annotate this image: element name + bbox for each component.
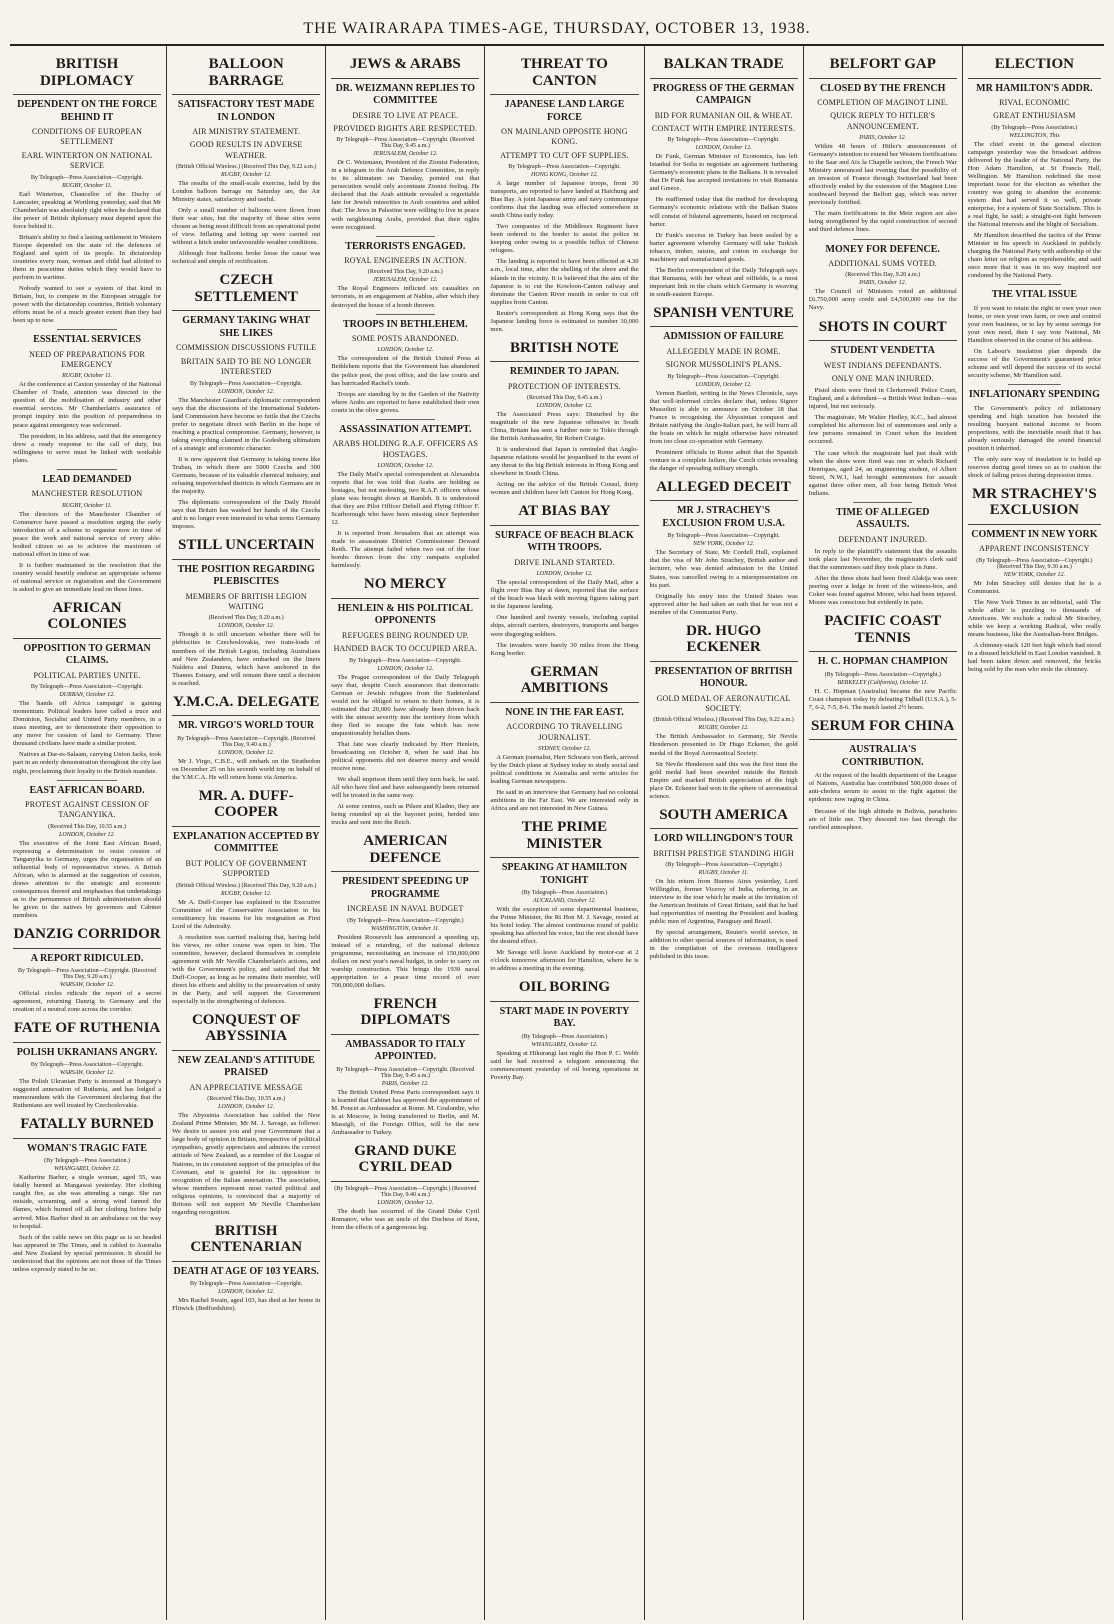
story-paragraph: It is now apparent that Germany is taking towns like Trubau, in which there are 5000 Czechs and 300 Germans, because of its valuable chemical industry, and refusing impoverished districts in which Germans are in the majority. — [172, 455, 321, 495]
story-paragraph: The Royal Engineers inflicted six casualties on terrorists, in an engagement at Nablus, after which they destroyed the house of a bomb thrower. — [331, 285, 480, 309]
story-paragraph: The Prague correspondent of the Daily Telegraph says that, despite Czech assurances that democratic German or Jewish refugees from the Sudetenland would not be obliged to return to their homes, it is estimated that 20,000 have already been driven back with the utmost severity into the territory from which they fled to escape the fate which has now unquestionably befallen them. — [331, 673, 480, 737]
story-headline: OIL BORING — [490, 979, 638, 1002]
story-subheading: QUICK REPLY TO HITLER'S ANNOUNCEMENT. — [830, 111, 936, 131]
story-paragraph: On his return from Buenos Aires yesterday, Lord Willingdon, former Viceroy of India, referring in an interview to the tour which he made at the invitation of the American Institute of Great Britain, said that he had had opportunities of meeting the President and leading public men of Argentina, Paraguay and Brazil. — [649, 878, 798, 926]
story-paragraph: One hundred and twenty vessels, including capital ships, aircraft carriers, destroyers, transports and barges were disgorging soldiers. — [490, 614, 639, 638]
story-subheading: DEATH AT AGE OF 103 YEARS. — [173, 1265, 319, 1277]
story-subheading: TIME OF ALLEGED ASSAULTS. — [835, 506, 930, 531]
story-subheading: PROTEST AGAINST CESSION OF TANGANYIKA. — [25, 800, 149, 820]
story-subheading: SURFACE OF BEACH BLACK WITH TROOPS. — [495, 529, 634, 554]
story-dateline: LONDON, October 12. — [218, 1104, 275, 1111]
story-headline: CZECH SETTLEMENT — [172, 272, 320, 311]
story-subheading: THE VITAL ISSUE — [991, 289, 1077, 301]
story-dateline: PARIS, October 12. — [859, 280, 907, 287]
story-dateline: LONDON, October 12. — [218, 1289, 275, 1296]
story-subheading: REFUGEES BEING ROUNDED UP. — [342, 630, 469, 640]
story-source: By Telegraph—Press Association—Copyright. (Received This Day, 9.20 a.m.) — [18, 968, 157, 981]
story-paragraph: The executive of the Joint East African Board, expressing a determination to resist cession of Tanganyika to Germany, urges the organisation of an influential body of representative views. A British African, who is alarmed at the suggestion of cession, draws attention to the strategic and economic consequences thereof and emphasises that undertakings as to the permanence of British administration should be given to the natives by governors and Cabinet members. — [13, 839, 162, 920]
column-6 — [804, 46, 963, 1620]
story-paragraph: The Council of Ministers voted an additional £6,750,000 army credit and £4,500,000 one for the Navy. — [808, 288, 957, 312]
story-paragraph: The directors of the Manchester Chamber of Commerce have passed a resolution urging the early introduction of a scheme to organise now in time of peace the work and national service of every able-bodied citizen so as to achieve the maximum of national effort in time of war. — [13, 510, 162, 558]
story-subheading: ASSASSINATION ATTEMPT. — [339, 423, 472, 435]
story-subheading: SATISFACTORY TEST MADE IN LONDON — [177, 99, 315, 123]
story-subheading: GOOD RESULTS IN ADVERSE WEATHER. — [189, 140, 303, 160]
story-dateline: LONDON, October 12. — [218, 388, 275, 395]
story-paragraph: At some centres, such as Pilsen and Kladno, they are being rounded up at the bayonet point, herded into trucks and sent into the Reich. — [331, 803, 480, 827]
story-subheading: POLISH UKRANIANS ANGRY. — [16, 1046, 158, 1058]
story-subheading: WOMAN'S TRAGIC FATE — [27, 1142, 148, 1154]
story-subheading: BRITAIN SAID TO BE NO LONGER INTERESTED — [180, 356, 312, 377]
story-paragraph: The chief event in the general election campaign yesterday was the broadcast address delivered by the leader of the National Party, the Hon Adam Hamilton, at St Francis Hall, Wellington. Mr Hamilton redefined the most important issue for the election as whether the country was going to abandon the economic system that had served it so well, private enterprise, for a system of State Socialism. This is a real fight, he said; a straight-out fight between the National interests and the blight of Socialism. — [967, 140, 1101, 229]
story-headline: BELFORT GAP — [809, 56, 957, 79]
story-dateline: RUGBY, October 12. — [220, 172, 272, 179]
story-paragraph: Nobody wanted to see a system of that kind in Britain, but, to compete in the European struggle for power with the dictatorship countries, British voluntary efforts must be of a much greater extent than they had been up to now. — [13, 284, 162, 325]
story-subheading: PROVIDED RIGHTS ARE RESPECTED. — [333, 123, 478, 133]
story-subheading: THE POSITION REGARDING PLEBISCITES — [177, 563, 315, 588]
story-paragraph: Speaking at Hikurangi last night the Hon P. C. Webb said he had received a telegram announcing the commencement yesterday of oil boring operations in Poverty Bay. — [490, 1049, 639, 1081]
story-dateline: WHANGAREI, October 12. — [531, 1041, 598, 1048]
story-paragraph: Britain's ability to find a lasting settlement in Western Europe depended on the state of the defences of England and spirit of its people. In dictatorship countries every man, woman and child had allotted to them in peacetime duties which they would have to perform in wartime. — [13, 233, 162, 281]
story-paragraph: The Manchester Guardian's diplomatic correspondent says that the discussions of the International Sudeten-land Commission have become so futile that the Czechs prefer to negotiate direct with Berlin in the hope of reaching a practical compromise. Germany, however, is taking everything claimed in the Godesberg ultimatum of a strategic and economic character. — [172, 396, 321, 452]
column-7 — [963, 46, 1106, 1620]
story-dateline: JERUSALEM, October 12. — [372, 151, 438, 158]
story-dateline: LONDON, October 12. — [377, 347, 434, 354]
story-subheading: INCREASE IN NAVAL BUDGET — [347, 904, 464, 914]
column-4 — [485, 46, 644, 1620]
story-headline: AFRICAN COLONIES — [13, 600, 161, 639]
story-subheading: H. C. HOPMAN CHAMPION — [817, 656, 948, 668]
story-paragraph: That fate was clearly indicated by Herr Henlein, broadcasting on October 8, when he said that his political opponents did not deserve mercy and would receive none. — [331, 740, 480, 772]
story-source: By Telegraph—Press Association—Copyright. — [667, 373, 780, 380]
story-source: By Telegraph—Press Association—Copyright. — [667, 533, 780, 540]
story-paragraph: The correspondent of the British United Press at Bethlehem reports that the Government has abandoned the police post, the post office, and the law courts and has barricaded Rachel's tomb. — [331, 355, 480, 387]
story-paragraph: The death has occurred of the Grand Duke Cyril Romanov, who was an uncle of the Duchess of Kent, from the effects of a gangrenous leg. — [331, 1207, 480, 1232]
story-subheading: ADDITIONAL SUMS VOTED. — [828, 259, 938, 269]
story-paragraph: The Associated Press says: Disturbed by the magnitude of the new Japanese offensive in South China, Britain has sent a further note to Tokio through the British Ambassador, Sir Robert Craigie. — [490, 411, 639, 443]
story-paragraph: He said in an interview that Germany had no colonial ambitions in the Far East. We are interested only in Africa and are not interested in New Guinea. — [490, 789, 639, 813]
story-paragraph: Mr John Strachey still denies that he is a Communist. — [967, 579, 1101, 595]
story-subheading: SPEAKING AT HAMILTON TONIGHT — [501, 862, 628, 886]
story-paragraph: The Secretary of State, Mr Cordell Hull, explained that the visa of Mr John Strachey, British author and lecturer, who was denied admission to the United States, was cancelled owing to a misrepresentation on his part. — [649, 549, 798, 589]
story-dateline: LONDON, October 12. — [695, 381, 752, 388]
story-headline: FRENCH DIPLOMATS — [331, 996, 479, 1035]
story-subheading: REMINDER TO JAPAN. — [509, 366, 620, 378]
story-headline: ELECTION — [968, 56, 1101, 79]
story-headline: ALLEGED DECEIT — [650, 479, 798, 502]
story-headline: FATE OF RUTHENIA — [13, 1020, 161, 1043]
story-paragraph: In reply to the plaintiff's statement that the assaults took place last November, the magistrate's clerk said that the summonses said they took place in June. — [808, 548, 957, 572]
story-paragraph: Acting on the advice of the British Consul, thirty women and children have left Canton for Hong Kong. — [490, 481, 639, 497]
story-subheading: AN APPRECIATIVE MESSAGE — [189, 1082, 303, 1092]
story-paragraph: He reaffirmed today that the method for developing Germany's economic relations with the Balkan States will consist of bilateral agreements, based on reciprocal barter. — [649, 196, 798, 228]
story-source: (By Telegraph—Press Association.) — [44, 1158, 131, 1165]
story-dateline: WELLINGTON, This — [1009, 132, 1060, 139]
story-paragraph: It is understood that Japan is reminded that Anglo-Japanese relations would be jeopardised in the event of any threat to the big British interests in Hong Kong and elsewhere in South China. — [490, 446, 639, 478]
story-source: (Received This Day, 10.55 a.m.) — [207, 1096, 286, 1103]
story-headline: SPANISH VENTURE — [650, 305, 798, 328]
story-paragraph: The invaders were barely 30 miles from the Hong Kong border. — [490, 641, 639, 657]
story-subheading: EARL WINTERTON ON NATIONAL SERVICE — [21, 150, 153, 171]
story-paragraph: At the conference at Caxton yesterday of the National Chamber of Trade, attention was directed to the question of the mobilisation of industry and other essential services. Mr Chamberlain's assurance of prompt inquiry into the position of preparedness in peace against emergency was welcomed. — [13, 381, 162, 429]
story-subheading: COMMISSION DISCUSSIONS FUTILE — [176, 343, 317, 353]
column-2 — [167, 46, 326, 1620]
story-paragraph: The only sure way of insulation is to build up reserves during good times so as to cushion the shock of falling prices during depression times. — [967, 455, 1101, 479]
story-subheading: STUDENT VENDETTA — [830, 345, 935, 356]
story-headline: THE PRIME MINISTER — [490, 819, 638, 858]
story-paragraph: H. C. Hopman (Australia) became the new Pacific Coast champion today by defeating Tidball (U.S.A.), 5-7, 6-2, 7-5, 8-6. The match lasted 2½ hours. — [808, 687, 957, 711]
story-paragraph: Prominent officials in Rome admit that the Spanish venture is a complete failure, the Czech crisis revealing the danger of spreading military strength. — [649, 448, 798, 472]
story-dateline: LONDON, October 12. — [218, 749, 275, 756]
story-subheading: CONDITIONS OF EUROPEAN SETTLEMENT — [31, 127, 143, 147]
story-source: By Telegraph—Press Association—Copyright. — [30, 1062, 144, 1069]
story-paragraph: Within 48 hours of Hitler's announcement of Germany's intention to extend her Western fortifications to the Saar and Aix la Chapelle sectors, the French War Ministry announced last evening that the possibility of an invasion of France through Switzerland had been effectively ended by the extension of the Maginot Line southward beyond the Belfort gap, which was never previously fortified. — [808, 143, 957, 207]
story-dateline: LONDON, October 12. — [695, 145, 752, 152]
story-subheading: APPARENT INCONSISTENCY — [979, 544, 1090, 554]
story-subheading: MR J. STRACHEY'S EXCLUSION FROM U.S.A. — [662, 505, 785, 529]
story-subheading: AMBASSADOR TO ITALY APPOINTED. — [345, 1038, 466, 1063]
story-subheading: HANDED BACK TO OCCUPIED AREA. — [333, 644, 478, 654]
story-subheading: ON MAINLAND OPPOSITE HONG KONG. — [501, 127, 628, 147]
story-paragraph: Sir Nevile Henderson said this was the first time the gold medal had been awarded outside the British Empire and marked British appreciation of the high place Dr. Eckener had won in the sphere of aeronautical science. — [649, 760, 798, 800]
divider — [853, 502, 912, 503]
story-subheading: OPPOSITION TO GERMAN CLAIMS. — [23, 642, 151, 667]
story-paragraph: The British United Press Paris correspondent says it is learned that Cabinet has approved the appointment of M. Poncet as Ambassador at Rome. M. Coulondre, who is at Moscow, is being transferred to Berlin, and M. Massigli, of the Foreign Office, will be the new Ambassador to Turkey. — [331, 1088, 480, 1136]
story-paragraph: The diplomatic correspondent of the Daily Herald says that Britain has washed her hands of the Czechs and is no longer even interested in what terms Germany imposes. — [172, 499, 321, 531]
story-paragraph: If you want to retain the right to own your own home, or own your own farm, or own and control your own business, or to lay by some savings for your own need, then I say vote National, Mr Hamilton observed in the course of his address. — [967, 304, 1101, 344]
story-dateline: BERKELEY (California), October 11. — [837, 679, 929, 686]
story-source: (By Telegraph—Press Association.) — [521, 890, 608, 897]
story-paragraph: Though it is still uncertain whether there will be plebiscites in Czechoslovakia, two train-loads of members of the British Legion, including Australians and New Zealanders, have embarked on the liners Naldera and Dunera, which have anchored in the Thames Estuary, and will remain there until a decision is reached. — [172, 631, 321, 687]
story-paragraph: The New York Times in an editorial, said: The whole affair is puzzling to thousands of Americans. We exclude a radical Mr Strachey, while we keep a working Radical, who really means business, like the Australian-born Bridges. — [967, 598, 1101, 638]
story-headline: NO MERCY — [331, 576, 479, 599]
story-paragraph: Dr Funk, German Minister of Economics, has left Istanbul for Sofia to negotiate an agreement furthering Germany's economic plans in the Balkans. It is revealed that Dr Funk has accepted invitations to visit Rumania and Greece. — [649, 153, 798, 193]
story-dateline: AUCKLAND, October 12. — [532, 898, 596, 905]
story-paragraph: A resolution was carried realising that, having held his views, no other course was open to him. The committee, however, declared themselves in complete agreement with Mr Neville Chamberlain's actions, and with the Government's policy, and satisfied that Mr Duff-Cooper, as long as he remains their member, will direct his efforts and ability to the preservation of unity in the Party, and will support the Government especially in the strengthening of defences. — [172, 933, 321, 1005]
story-paragraph: It is reported from Jerusalem that an attempt was made to assassinate District Commissioner Deward Reith. The attempt failed when two out of the four bombs thrown from the city ramparts exploded harmlessly. — [331, 530, 480, 570]
story-source: (British Official Wireless.) (Received This Day, 9.22 a.m.) — [653, 717, 794, 724]
story-paragraph: It is further maintained in the resolution that the country would heartily endorse an appropriate scheme of national service or registration and the Government is asked to give an immediate lead on these lines. — [13, 561, 162, 593]
story-source: (Received This Day, 9.45 a.m.) — [527, 395, 602, 402]
story-subheading: DESIRE TO LIVE AT PEACE. — [352, 110, 459, 120]
story-dateline: LONDON, October 12. — [59, 831, 116, 838]
story-paragraph: A large number of Japanese troops, from 30 transports, are reported to have landed at Haichung and Bias Bay. A joint Japanese army and navy communique confirms that the landing was effected somewhere in south China early today. — [490, 180, 639, 220]
story-dateline: RUGBY, October 11. — [62, 373, 113, 380]
story-source: (Received This Day, 9.20 a.m.) — [367, 269, 443, 276]
story-subheading: HENLEIN & HIS POLITICAL OPPONENTS — [337, 602, 473, 627]
story-headline: BRITISH CENTENARIAN — [172, 1223, 320, 1262]
story-dateline: DURBAN, October 12. — [59, 692, 115, 699]
story-paragraph: The landing is reported to have been effected at 4.30 a.m., local time, after the shelling of the shore and the islands in the vicinity. It is believed that the aim of the Japanese is to cut the Kowloon-Canton railway and dominate the Canton River mouth in order to cut off supplies from Canton. — [490, 258, 639, 306]
divider — [57, 329, 116, 330]
story-subheading: GERMANY TAKING WHAT SHE LIKES — [182, 315, 311, 339]
story-subheading: CONTACT WITH EMPIRE INTERESTS. — [651, 123, 796, 133]
story-paragraph: The president, in his address, said that the emergency drew a ready response to the call of duty, but willingness to serve must be linked with workable plans. — [13, 432, 162, 464]
story-source: By Telegraph—Press Association—Copyright. — [30, 684, 144, 691]
story-subheading: SIGNOR MUSSOLINI'S PLANS. — [665, 360, 782, 370]
story-subheading: CLOSED BY THE FRENCH — [820, 82, 946, 94]
story-paragraph: With the exception of some departmental business, the Prime Minister, the Rt Hon M. J. Savage, rested at his hotel today. The almost continuous round of public speaking has affected his voice, but the rest should have the desired effect. — [490, 906, 639, 946]
story-dateline: LONDON, October 12. — [377, 462, 434, 469]
story-paragraph: Official circles ridicule the report of a secret agreement, returning Danzig to Germany and the creation of a neutral zone across the corridor. — [13, 990, 162, 1014]
story-headline: GERMAN AMBITIONS — [490, 664, 638, 703]
story-subheading: SOME POSTS ABANDONED. — [351, 334, 459, 344]
story-paragraph: The results of the small-scale exercise, held by the London balloon barrage on Saturday are, the Air Ministry states, satisfactory and useful. — [172, 180, 321, 204]
story-paragraph: Only a small number of balloons were flown from their war sites, but the majority of these sites were chosen as being most difficult from an operational point of view. Inflating and letting up were carried out without a hitch under unfavourable weather conditions. — [172, 207, 321, 247]
story-dateline: WHANGAREI, October 12. — [54, 1166, 121, 1173]
story-source: By Telegraph—Press Association—Copyright. — [190, 380, 303, 387]
story-subheading: TERRORISTS ENGAGED. — [345, 240, 466, 252]
story-dateline: LONDON, October 12. — [377, 665, 434, 672]
story-headline: BALKAN TRADE — [650, 56, 798, 79]
story-paragraph: A chimney-stack 120 feet high which had stood in a disused brickfield in East London vanished. It had been taken down and removed, the bricks being sold by the man who stole the chimney. — [967, 641, 1101, 674]
story-source: (By Telegraph—Press Association—Copyright.) — [665, 862, 782, 869]
story-paragraph: Mr Savage will leave Auckland by motor-car at 2 o'clock tomorrow afternoon for Hamilton, where he is to address a meeting in the evening. — [490, 949, 639, 973]
story-paragraph: Although four balloons broke loose the cause was technical and simple of rectification. — [172, 250, 321, 266]
story-paragraph: Such of the cable news on this page as is so headed has appeared in The Times, and is cabled to Australia and New Zealand by special permission. It should be understood that the opinions are not those of the Times unless expressly stated to be so. — [13, 1233, 162, 1273]
story-source: (Received This Day, 9.20 a.m.) — [845, 272, 921, 279]
story-subheading: LEAD DEMANDED — [42, 473, 132, 485]
divider — [57, 780, 116, 781]
story-dateline: RUGBY, October 12. — [698, 725, 749, 732]
story-subheading: PROGRESS OF THE GERMAN CAMPAIGN — [652, 82, 795, 106]
story-subheading: DR. WEIZMANN REPLIES TO COMMITTEE — [335, 82, 476, 106]
story-dateline: LONDON, October 12. — [536, 403, 593, 410]
divider — [1008, 284, 1061, 285]
story-subheading: TROOPS IN BETHLEHEM. — [342, 318, 468, 330]
story-subheading: WEST INDIANS DEFENDANTS. — [823, 360, 942, 370]
story-headline: FATALLY BURNED — [13, 1116, 161, 1139]
story-source: By Telegraph—Press Association—Copyright. (Received This Day, 9.45 a.m.) — [336, 1066, 475, 1079]
story-headline: JEWS & ARABS — [331, 56, 479, 79]
story-source: (Received This Day, 10.55 a.m.) — [48, 823, 126, 830]
story-paragraph: We shall imprison them until they turn back, he said. All who have fled and have subsequently been returned will be treated in the same way. — [331, 775, 480, 800]
story-paragraph: The Polish Ukranian Party is incensed at Hungary's suggested annexation of Ruthenia, and has lodged a memorandum with the Government declaring that the Ruthenians are well treated by Czechoslovakia. — [13, 1078, 162, 1110]
story-headline: STILL UNCERTAIN — [172, 537, 320, 560]
story-subheading: INFLATIONARY SPENDING — [968, 389, 1100, 401]
story-dateline: RUGBY, October 11. — [62, 502, 113, 509]
story-headline: AT BIAS BAY — [490, 503, 638, 526]
story-source: (By Telegraph—Press Association.) — [991, 124, 1078, 131]
story-dateline: NEW YORK, October 12. — [692, 541, 755, 548]
story-source: (By Telegraph—Press Association—Copyright.) (Received This Day, 9.40 a.m.) — [334, 1185, 477, 1198]
story-subheading: COMMENT IN NEW YORK — [971, 528, 1098, 540]
divider — [376, 314, 435, 315]
story-paragraph: Reuter's correspondent at Hong Kong says that the Japanese landing force is estimated to number 30,000 men. — [490, 309, 639, 333]
story-headline: BRITISH NOTE — [490, 340, 638, 363]
story-paragraph: After the three shots had been fired Alakija was seen peering over a ledge in front of the witness-box, and Coker was found against Moore, who had been injured. Moore was conscious but evidently in pain. — [808, 575, 957, 607]
masthead: THE WAIRARAPA TIMES-AGE, THURSDAY, OCTOBER 13, 1938. — [10, 6, 1104, 46]
story-paragraph: The British Ambassador to Germany, Sir Nevile Henderson presented to Dr Hugo Eckener, the gold medal of the Royal Aeronautical Society. — [649, 733, 798, 757]
story-paragraph: The magistrate, Mr Walter Hedley, K.C., had almost completed his afternoon list of summonses and only a few persons remained in Court when the incident occurred. — [808, 414, 957, 446]
story-headline: BALLOON BARRAGE — [172, 56, 320, 95]
story-subheading: NEED OF PREPARATIONS FOR EMERGENCY — [29, 349, 145, 369]
story-subheading: AUSTRALIA'S CONTRIBUTION. — [841, 744, 924, 768]
story-headline: MR. A. DUFF-COOPER — [172, 788, 320, 827]
story-subheading: MEMBERS OF BRITISH LEGION WAITING — [185, 591, 307, 612]
story-subheading: DRIVE INLAND STARTED. — [514, 557, 615, 567]
story-headline: DR. HUGO ECKENER — [650, 623, 798, 662]
story-source: (Received This Day, 9.20 a.m.) — [208, 615, 284, 622]
story-subheading: A REPORT RIDICULED. — [30, 952, 144, 964]
story-dateline: PARIS, October 12. — [381, 1080, 429, 1087]
story-subheading: EXPLANATION ACCEPTED BY COMMITTEE — [172, 830, 320, 855]
story-paragraph: A German journalist, Herr Schwarz von Berk, arrived by the Dutch plane at Sydney today to study social and political conditions in Australia and write articles for leading German newspapers. — [490, 753, 639, 785]
story-subheading: ACCORDING TO TRAVELLING JOURNALIST. — [506, 722, 623, 742]
story-subheading: NONE IN THE FAR EAST. — [505, 706, 624, 718]
story-source: By Telegraph—Press Association—Copyright. — [667, 137, 780, 144]
story-dateline: LONDON, October 12. — [218, 623, 275, 630]
story-subheading: BID FOR RUMANIAN OIL & WHEAT. — [654, 110, 793, 120]
story-headline: SERUM FOR CHINA — [809, 718, 957, 741]
story-subheading: ROYAL ENGINEERS IN ACTION. — [344, 256, 467, 266]
story-headline: CONQUEST OF ABYSSINIA — [172, 1012, 320, 1051]
story-source: By Telegraph—Press Association—Copyright. (Received This Day, 9.40 a.m.) — [177, 735, 316, 748]
story-headline: AMERICAN DEFENCE — [331, 833, 479, 872]
story-subheading: ONLY ONE MAN INJURED. — [831, 373, 934, 383]
story-source: (British Official Wireless.) (Received This Day, 9.20 a.m.) — [176, 882, 317, 889]
story-paragraph: Mrs Rachel Swain, aged 103, has died at her home in Flitwick (Bedfordshire). — [172, 1297, 321, 1313]
divider — [853, 239, 912, 240]
story-dateline: RUGBY, October 11. — [698, 870, 749, 877]
story-source: (By Telegraph—Press Association.) — [521, 1033, 608, 1040]
story-paragraph: Vernon Bartlett, writing in the News Chronicle, says that well-informed circles declare that, unless Signor Mussolini is able to announce on October 18 that France is recognising the Abyssinian conquest and Britain ratifying the Anglo-Italian pact, he will burn all the boats on which he might otherwise have retreated from too close co-operation with Germany. — [649, 389, 798, 445]
divider — [376, 419, 435, 420]
story-dateline: JERUSALEM, October 12. — [372, 277, 438, 284]
story-subheading: MONEY FOR DEFENCE. — [825, 243, 940, 255]
story-source: By Telegraph—Press Association—Copyright. (Received This Day, 9.45 a.m.) — [336, 137, 475, 150]
story-subheading: AIR MINISTRY STATEMENT. — [192, 127, 301, 136]
story-paragraph: Because of the high altitude in Bolivia, parachutes are of little use. They descend too fast through the rarefied atmosphere. — [808, 807, 957, 831]
story-subheading: PROTECTION OF INTERESTS. — [507, 381, 621, 391]
story-subheading: GOLD MEDAL OF AERONAUTICAL SOCIETY. — [656, 693, 791, 714]
story-paragraph: The Berlin correspondent of the Daily Telegraph says that Rumania, with her wheat and oilfields, is a most important link in the chain which Germany is weaving in south-eastern Europe. — [649, 266, 798, 298]
story-subheading: RIVAL ECONOMIC — [999, 98, 1070, 107]
story-paragraph: Pistol shots were fired in Clerkenwell Police Court, England, and a defendant—a British West Indian—was injured, but not seriously. — [808, 387, 957, 411]
story-subheading: POLITICAL PARTIES UNITE. — [33, 670, 141, 680]
column-3 — [326, 46, 485, 1620]
story-subheading: BUT POLICY OF GOVERNMENT SUPPORTED — [185, 858, 307, 879]
story-subheading: MR. VIRGO'S WORLD TOUR — [178, 720, 315, 732]
divider — [57, 469, 116, 470]
story-subheading: DEFENDANT INJURED. — [838, 534, 928, 544]
story-subheading: START MADE IN POVERTY BAY. — [499, 1005, 630, 1030]
story-headline: Y.M.C.A. DELEGATE — [172, 694, 320, 717]
story-source: (By Telegraph—Press Association—Copyright.) (Received This Day, 9.30 a.m.) — [976, 557, 1093, 570]
story-headline: MR STRACHEY'S EXCLUSION — [968, 486, 1101, 525]
story-dateline: RUGBY, October 11. — [62, 182, 113, 189]
story-dateline: LONDON, October 12. — [377, 1199, 434, 1206]
story-dateline: SYDNEY, October 12. — [538, 745, 591, 752]
column-1 — [8, 46, 167, 1620]
divider — [1008, 384, 1061, 385]
story-paragraph: Originally his entry into the United States was approved after he had taken an oath that he was not a member of the Communist Party. — [649, 592, 798, 616]
story-dateline: WASHINGTON, October 11. — [370, 925, 440, 932]
story-paragraph: The 'hands off Africa campaign' is gaining momentum. Political leaders have called a truce and Dominion, Socialist and United Party members, in a mass meeting, are to demonstrate their opposition to any move for cession of land to Germany. Three thousand civilians have made a similar protest. — [13, 700, 162, 748]
story-headline: SHOTS IN COURT — [809, 319, 957, 342]
divider — [376, 236, 435, 237]
story-paragraph: The special correspondent of the Daily Mail, after a flight over Bias Bay at dawn, reported that the surface of the beach was black with moving figures taking part in the Japanese landing. — [490, 579, 639, 611]
columns — [8, 46, 1106, 1620]
story-subheading: ALLEGEDLY MADE IN ROME. — [666, 346, 781, 356]
story-subheading: BRITISH PRESTIGE STANDING HIGH — [653, 848, 794, 858]
story-paragraph: Dr C. Weizmann, President of the Zionist Federation, in a telegram to the Arab Defence Committee, in reply to its ultimatum on Tuesday, pointed out that persecution would only accentuate Zionist feeling. He declared that the Arab attitude revealed a regrettable fate for Jewish minorities in Arab countries and added that: The Jews in Palestine were willing to live in peace with neighbouring Arabs, provided that their rights were recognised. — [331, 159, 480, 231]
story-dateline: RUGBY, October 12. — [220, 890, 272, 897]
story-headline: PACIFIC COAST TENNIS — [809, 613, 957, 652]
story-paragraph: On Labour's insulation plan depends the success of the Government's guaranteed price scheme and will depend the success of its social security scheme, Mr Hamilton said. — [967, 347, 1101, 380]
story-subheading: ATTEMPT TO CUT OFF SUPPLIES. — [500, 150, 629, 160]
story-paragraph: The Government's policy of inflationary spending and high taxation has boosted the resulting buoyant national income to boom proportions, with the inevitable result that it has already seriously damaged the sound financial position it inherited. — [967, 404, 1101, 452]
story-subheading: LORD WILLINGDON'S TOUR — [654, 833, 794, 845]
story-subheading: EAST AFRICAN BOARD. — [29, 784, 145, 796]
story-source: (British Official Wireless.) (Received This Day, 9.22 a.m.) — [176, 164, 317, 171]
story-subheading: MR HAMILTON'S ADDR. — [976, 82, 1093, 94]
story-paragraph: Earl Winterton, Chancellor of the Duchy of Lancaster, speaking at Worthing yesterday, said that Mr Chamberlain was absolutely right when he declared that the power of British diplomacy must depend upon the force behind it. — [13, 190, 162, 230]
story-paragraph: The main fortifications in the Metz region are also being strengthened by the rapid construction of second and third defence lines. — [808, 210, 957, 234]
story-paragraph: Dr Funk's success in Turkey has been sealed by a barter agreement whereby Germany will take Turkish tobacco, timber, raisins, and cotton in exchange for machinery and manufactured goods. — [649, 231, 798, 263]
story-paragraph: Troops are standing by in the Garden of the Nativity where Arabs are reported to have established their own courts in the olive groves. — [331, 390, 480, 414]
story-paragraph: Mr J. Virgo, C.B.E., will embark on the Strathedon on December 25 on his seventh world trip on behalf of the Y.M.C.A. He will return home via America. — [172, 757, 321, 781]
story-paragraph: President Roosevelt has announced a speeding up, instead of a retarding, of the national defence programme, necessitating an increase of 150,000,000 dollars on next year's naval budget, in order to carry on warship construction. This brings the 1939 naval appropriation to a peace time record of over 700,000,000 dollars. — [331, 933, 480, 989]
story-source: By Telegraph—Press Association—Copyright. — [190, 1281, 303, 1288]
story-source: By Telegraph—Press Association—Copyright. — [349, 657, 462, 664]
story-dateline: WARSAW, October 12. — [59, 982, 115, 989]
story-headline: DANZIG CORRIDOR — [13, 926, 161, 949]
story-source: By Telegraph—Press Association—Copyright. — [30, 174, 144, 181]
story-headline: BRITISH DIPLOMACY — [13, 56, 161, 95]
story-paragraph: The Daily Mail's special correspondent at Alexandria reports that he was told that Arabs are holding as hostages, but not molesting, two R.A.F. officers whose plane was brought down at Ramleh. It is understood that they are Pilot Officer Debell and Flying Officer F. Scarborough who have been missing since September 12. — [331, 470, 480, 527]
story-paragraph: Natives at Dar-es-Salaam, carrying Union Jacks, took part in an orderly demonstration throughout the city last night, proclaiming their loyalty to the British mandate. — [13, 751, 162, 775]
story-source: By Telegraph—Press Association—Copyright. — [508, 164, 621, 171]
story-subheading: JAPANESE LAND LARGE FORCE — [504, 99, 625, 123]
story-subheading: COMPLETION OF MAGINOT LINE. — [817, 98, 949, 107]
story-dateline: HONG KONG, October 12. — [531, 172, 598, 179]
story-paragraph: By special arrangement, Reuter's world service, in addition to other special sources of information, is used in the compilation of the overseas intelligence published in this issue. — [649, 929, 798, 961]
story-dateline: LONDON, October 12. — [536, 571, 593, 578]
story-dateline: NEW YORK, October 12. — [1003, 571, 1065, 578]
story-subheading: PRESENTATION OF BRITISH HONOUR. — [654, 665, 793, 690]
story-subheading: ADMISSION OF FAILURE — [663, 331, 784, 343]
story-source: (By Telegraph—Press Association—Copyright.) — [347, 917, 464, 924]
story-paragraph: Katherine Barber, a single woman, aged 55, was fatally burned at Mangawai yesterday. Her clothing caught fire, as she was attending a range. She ran outside, screaming, and a strong wind fanned the flames, which burned off all her clothing before help arrived. Miss Barber died in an ambulance on the way to hospital. — [13, 1174, 162, 1230]
story-paragraph: The case which the magistrate had just dealt with when the shots were fired was one in which Richard Henriques, aged 24, an engineering student, of Albert Street, N.W.1, had brought summonses for assault against three other men, all four being British West Indians. — [808, 449, 957, 497]
story-source: (By Telegraph—Press Association—Copyright.) — [824, 671, 941, 678]
story-paragraph: The Abyssinia Association has cabled the New Zealand Prime Minister, Mr M. J. Savage, as follows: We desire to assure you and your Government that a large body of opinion in Britain, irrespective of political sympathies, greatly appreciates and admires the correct attitude of New Zealand, as a member of the League of Nations, in its consistent support of the principles of the Covenant, and is grateful for its opposition to recognition of the Italian annexation. The association, whose members represent most varied political and religious opinions, is convinced that a majority of Britons will not support Mr Neville Chamberlain regarding recognition. — [172, 1112, 321, 1216]
story-paragraph: Two companies of the Middlesex Regiment have been ordered to the border to assist the police in keeping order owing to a possible influx of Chinese refugees. — [490, 223, 639, 255]
column-5 — [645, 46, 804, 1620]
story-headline: THREAT TO CANTON — [490, 56, 638, 95]
story-paragraph: At the request of the health department of the League of Nations, Australia has contributed 500,000 doses of anti-cholera serum to assist in the fight against the epidemic now raging in China. — [808, 772, 957, 804]
story-headline: SOUTH AMERICA — [650, 807, 798, 830]
story-subheading: GREAT ENTHUSIASM — [993, 111, 1076, 121]
story-subheading: MANCHESTER RESOLUTION — [31, 489, 143, 499]
story-subheading: PRESIDENT SPEEDING UP PROGRAMME — [342, 876, 469, 900]
story-subheading: NEW ZEALAND'S ATTITUDE PRAISED — [177, 1054, 315, 1079]
story-paragraph: Mr A. Duff-Cooper has explained to the Executive Committee of the Conservative Association in his constituency his reasons for his resignation as First Lord of the Admiralty. — [172, 898, 321, 930]
story-subheading: ESSENTIAL SERVICES — [33, 334, 141, 346]
story-dateline: PARIS, October 12. — [859, 135, 907, 142]
story-subheading: ARABS HOLDING R.A.F. OFFICERS AS HOSTAGES. — [332, 439, 479, 459]
story-headline: GRAND DUKE CYRIL DEAD — [331, 1143, 479, 1182]
story-subheading: DEPENDENT ON THE FORCE BEHIND IT — [17, 99, 158, 123]
story-dateline: WARSAW, October 12. — [59, 1070, 115, 1077]
story-paragraph: Mr Hamilton described the tactics of the Prime Minister in his speech in Auckland in publicly charging the National Party with authorship of the chain letter on religion as reprehensible, and said once more that it was in no way inspired nor condoned by the National Party. — [967, 232, 1101, 280]
